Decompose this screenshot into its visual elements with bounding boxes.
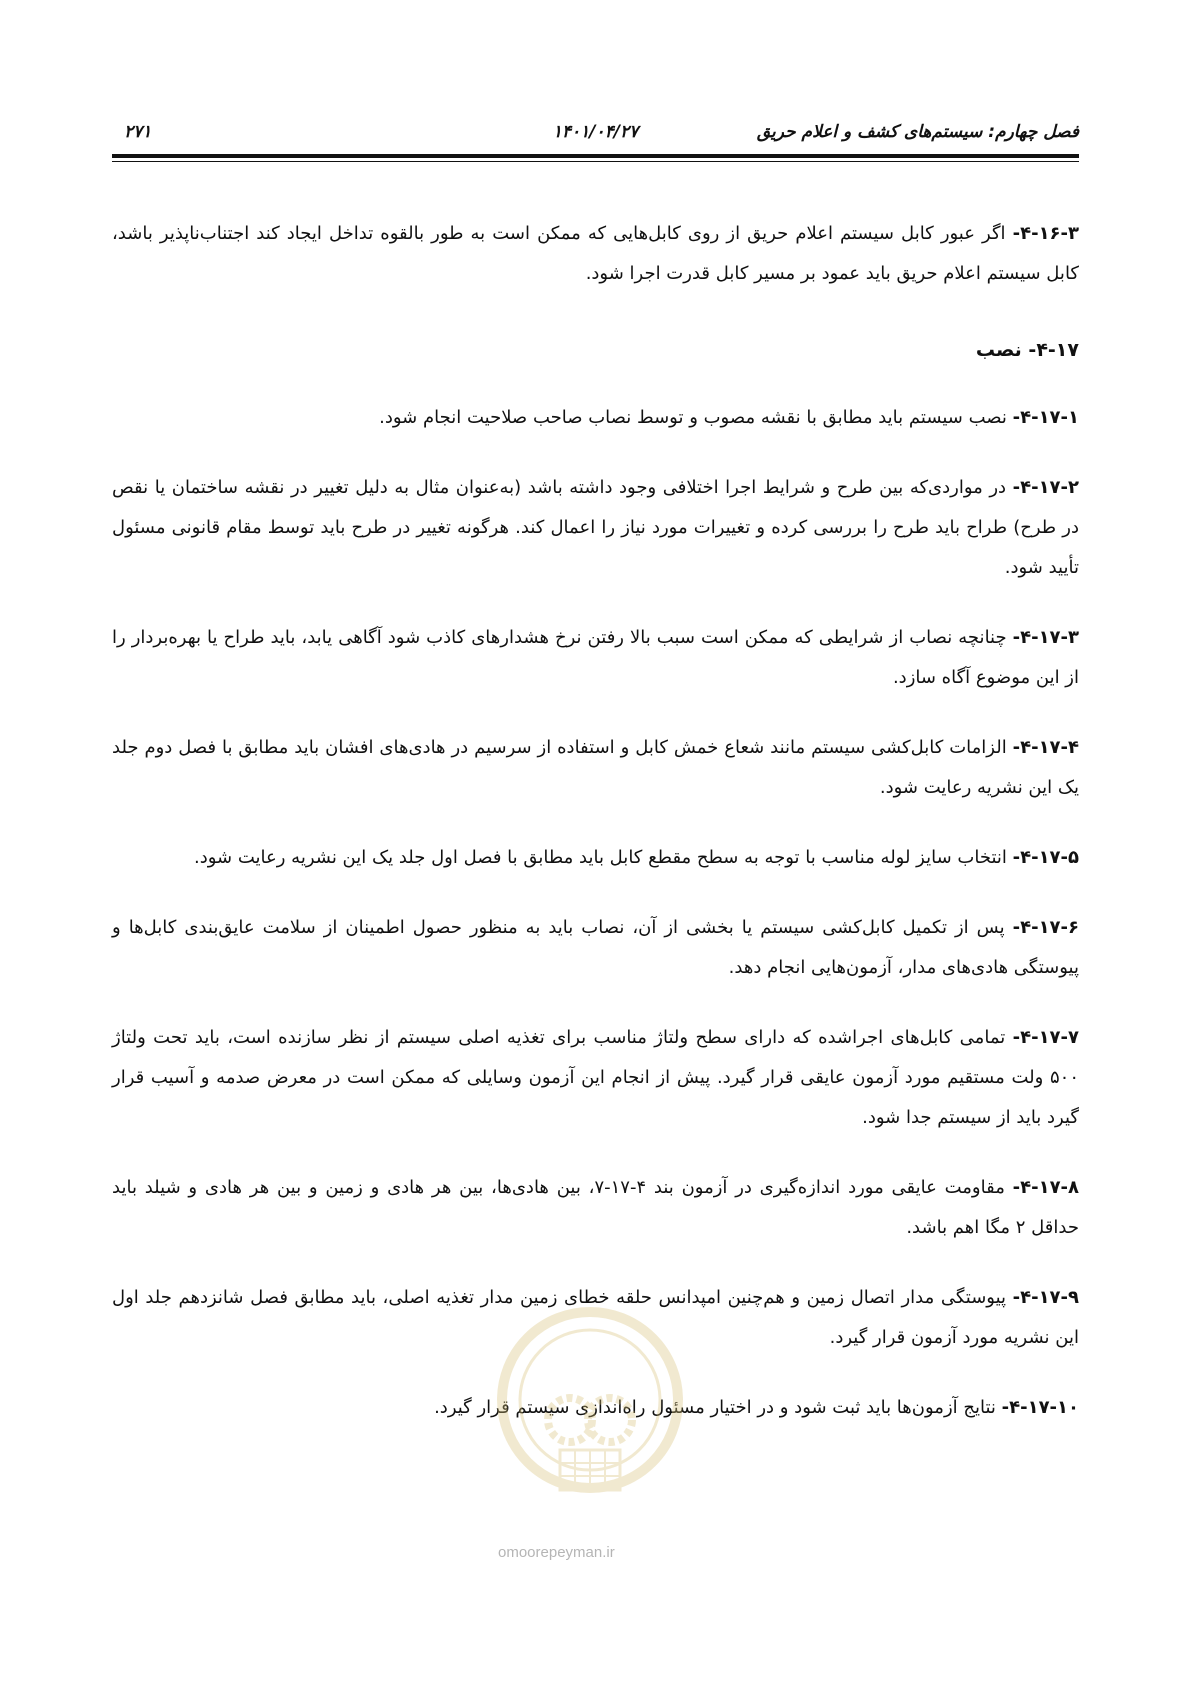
watermark-url: omoorepeyman.ir xyxy=(498,1544,615,1561)
section-heading: ۴-۱۷- نصب xyxy=(975,339,1079,361)
paragraph-number: ۴-۱۷-۴- xyxy=(1012,737,1079,758)
paragraph-text: نصب سیستم باید مطابق با نقشه مصوب و توسط نصاب صاحب صلاحیت انجام شود. xyxy=(379,407,1013,428)
paragraph-4-16-3 xyxy=(112,214,1079,294)
paragraph-text: انتخاب سایز لوله مناسب با توجه به سطح مقطع کابل باید مطابق با فصل اول جلد یک این نشریه رعایت شود. xyxy=(194,847,1013,868)
paragraph-4-17-8 xyxy=(112,1168,1079,1248)
paragraph-number: ۴-۱۷-۸- xyxy=(1012,1177,1080,1198)
paragraph-text: چنانچه نصاب از شرایطی که ممکن است سبب بالا رفتن نرخ هشدارهای کاذب شود آگاهی یابد، باید طراح یا بهره‌بردار را از این موضوع آگاه سازد. xyxy=(112,627,1079,688)
paragraph-number: ۴-۱۷-۷- xyxy=(1012,1027,1079,1048)
paragraph-4-17-2 xyxy=(112,468,1079,588)
paragraph-text: اگر عبور کابل سیستم اعلام حریق از روی کابل‌هایی که ممکن است به طور بالقوه تداخل ایجاد کند اجتناب‌ناپذیر باشد، کابل سیستم اعلام حریق باید عمود بر مسیر کابل قدرت اجرا شود. xyxy=(112,223,1079,284)
paragraph-number: ۴-۱۷-۹- xyxy=(1012,1287,1079,1308)
paragraph-text: پس از تکمیل کابل‌کشی سیستم یا بخشی از آن، نصاب باید به منظور حصول اطمینان از سلامت عایق‌بندی کابل‌ها و پیوستگی هادی‌های مدار، آزمون‌هایی انجام دهد. xyxy=(112,917,1079,978)
document-body xyxy=(112,214,1079,1458)
paragraph-text: مقاومت عایقی مورد اندازه‌گیری در آزمون بند ۴-۱۷-۷، بین هادی‌ها، بین هر هادی و زمین و بین هر هادی و شیلد باید حداقل ۲ مگا اهم باشد. xyxy=(112,1177,1079,1238)
page-number: ۲۷۱ xyxy=(124,122,152,142)
paragraph-text: پیوستگی مدار اتصال زمین و هم‌چنین امپدانس حلقه خطای زمین مدار تغذیه اصلی، باید مطابق فصل شانزدهم جلد اول این نشریه مورد آزمون قرار گیرد. xyxy=(112,1287,1079,1348)
paragraph-4-17-10 xyxy=(112,1388,1079,1428)
paragraph-text: نتایج آزمون‌ها باید ثبت شود و در اختیار مسئول راه‌اندازی سیستم قرار گیرد. xyxy=(434,1397,1002,1418)
chapter-title: فصل چهارم: سیستم‌های کشف و اعلام حریق xyxy=(756,122,1079,142)
paragraph-4-17-5 xyxy=(112,838,1079,878)
paragraph-number: ۴-۱۷-۱- xyxy=(1012,407,1079,428)
paragraph-text: تمامی کابل‌های اجراشده که دارای سطح ولتاژ مناسب برای تغذیه اصلی سیستم از نظر سازنده است، باید تحت ولتاژ ۵۰۰ ولت مستقیم مورد آزمون عایقی قرار گیرد. پیش از انجام این آزمون وسایلی که ممکن است در معرض صدمه و آسیب قرار گیرد باید از سیستم جدا شود. xyxy=(112,1027,1079,1128)
page-header xyxy=(112,118,1079,154)
paragraph-4-17-9 xyxy=(112,1278,1079,1358)
paragraph-number: ۴-۱۷-۱۰- xyxy=(1001,1397,1079,1418)
paragraph-4-17-6 xyxy=(112,908,1079,988)
paragraph-text: الزامات کابل‌کشی سیستم مانند شعاع خمش کابل و استفاده از سرسیم در هادی‌های افشان باید مطابق با فصل دوم جلد یک این نشریه رعایت شود. xyxy=(112,737,1079,798)
paragraph-4-17-4 xyxy=(112,728,1079,808)
paragraph-text: در مواردی‌که بین طرح و شرایط اجرا اختلافی وجود داشته باشد (به‌عنوان مثال به دلیل تغییر در نقشه ساختمان یا نقص در طرح) طراح باید طرح را بررسی کرده و تغییرات مورد نیاز را اعمال کند. هرگونه تغییر در طرح باید توسط مقام قانونی مسئول تأیید شود. xyxy=(112,477,1079,578)
paragraph-4-17-3 xyxy=(112,618,1079,698)
paragraph-number: ۴-۱۷-۲- xyxy=(1012,477,1079,498)
paragraph-4-17-7 xyxy=(112,1018,1079,1138)
paragraph-number: ۴-۱۷-۵- xyxy=(1012,847,1079,868)
paragraph-number: ۴-۱۶-۳- xyxy=(1012,223,1079,244)
header-divider-thin xyxy=(112,161,1079,162)
paragraph-4-17-1 xyxy=(112,398,1079,438)
header-date: ۱۴۰۱/۰۴/۲۷ xyxy=(552,122,639,142)
header-divider-thick xyxy=(112,154,1079,158)
paragraph-number: ۴-۱۷-۶- xyxy=(1012,917,1079,938)
paragraph-number: ۴-۱۷-۳- xyxy=(1012,627,1079,648)
